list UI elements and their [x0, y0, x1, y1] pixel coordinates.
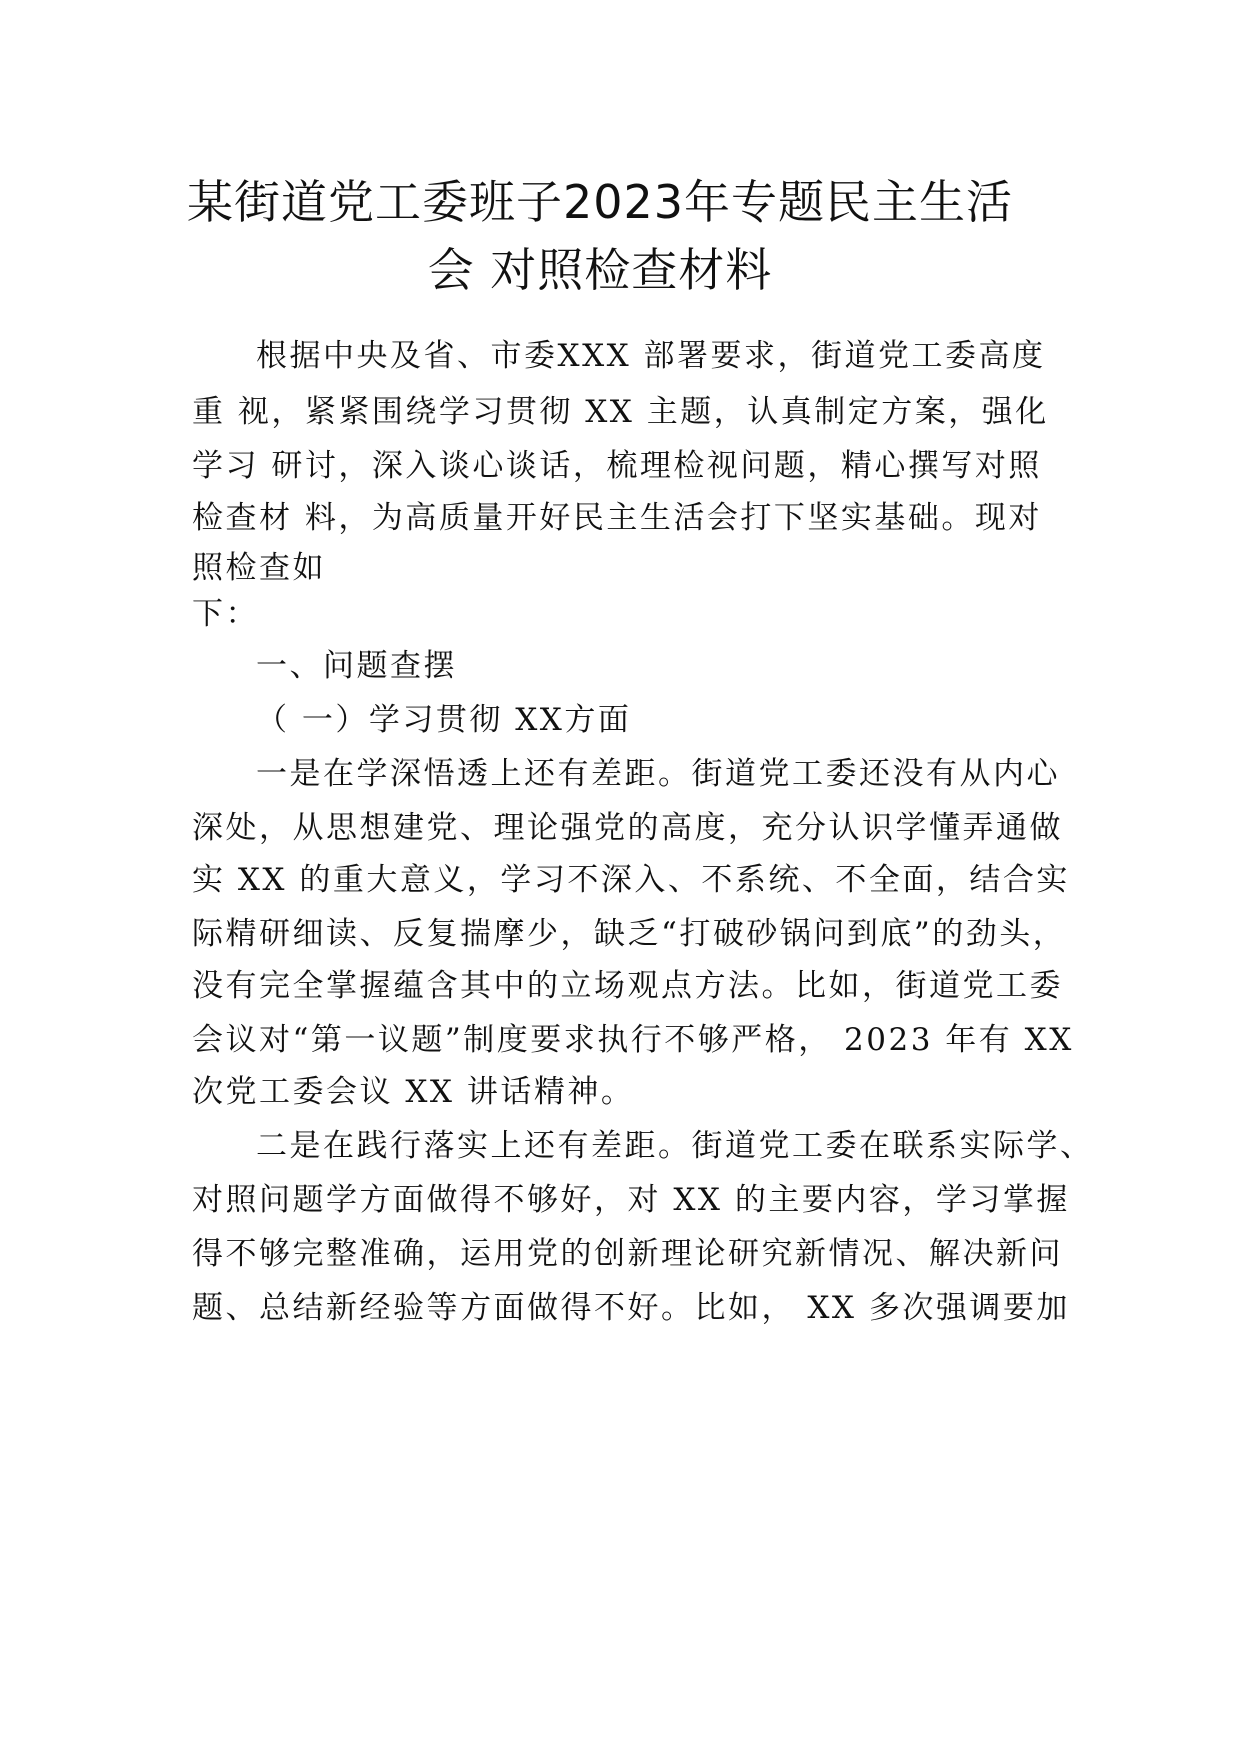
section-heading: 一、问题查摆 — [256, 648, 457, 684]
paragraph-line: 会议对“第一议题”制度要求执行不够严格， 2023 年有 XX — [192, 1022, 1074, 1058]
intro-line: 根据中央及省、市委XXX 部署要求，街道党工委高度 — [256, 338, 1046, 374]
intro-line: 重 视，紧紧围绕学习贯彻 XX 主题，认真制定方案，强化 — [192, 394, 1049, 430]
intro-line: 检查材 料，为高质量开好民主生活会打下坚实基础。现对 — [192, 500, 1042, 536]
paragraph-line: 对照问题学方面做得不够好，对 XX 的主要内容，学习掌握 — [192, 1182, 1070, 1218]
intro-line: 学习 研讨，深入谈心谈话，梳理检视问题，精心撰写对照 — [192, 448, 1042, 484]
paragraph-line: 深处，从思想建党、理论强党的高度，充分认识学懂弄通做 — [192, 810, 1063, 846]
intro-line: 下： — [192, 596, 259, 632]
document-title-line-1: 某街道党工委班子2023年专题民主生活 — [186, 175, 1014, 229]
paragraph-line: 得不够完整准确，运用党的创新理论研究新情况、解决新问 — [192, 1236, 1063, 1272]
paragraph-line: 实 XX 的重大意义，学习不深入、不系统、不全面，结合实 — [192, 862, 1070, 898]
subsection-heading: （ 一）学习贯彻 XX方面 — [256, 702, 632, 738]
paragraph-line: 次党工委会议 XX 讲话精神。 — [192, 1074, 635, 1110]
paragraph-line: 没有完全掌握蕴含其中的立场观点方法。比如，街道党工委 — [192, 968, 1063, 1004]
paragraph-line: 题、总结新经验等方面做得不好。比如， XX 多次强调要加 — [192, 1290, 1070, 1326]
document-title-line-2: 会 对照检查材料 — [427, 243, 773, 297]
intro-line: 照检查如 — [192, 550, 326, 586]
paragraph-line: 际精研细读、反复揣摩少，缺乏“打破砂锅问到底”的劲头， — [192, 916, 1067, 952]
paragraph-line: 一是在学深悟透上还有差距。街道党工委还没有从内心 — [256, 756, 1060, 792]
paragraph-line: 二是在践行落实上还有差距。街道党工委在联系实际学、 — [256, 1128, 1094, 1164]
